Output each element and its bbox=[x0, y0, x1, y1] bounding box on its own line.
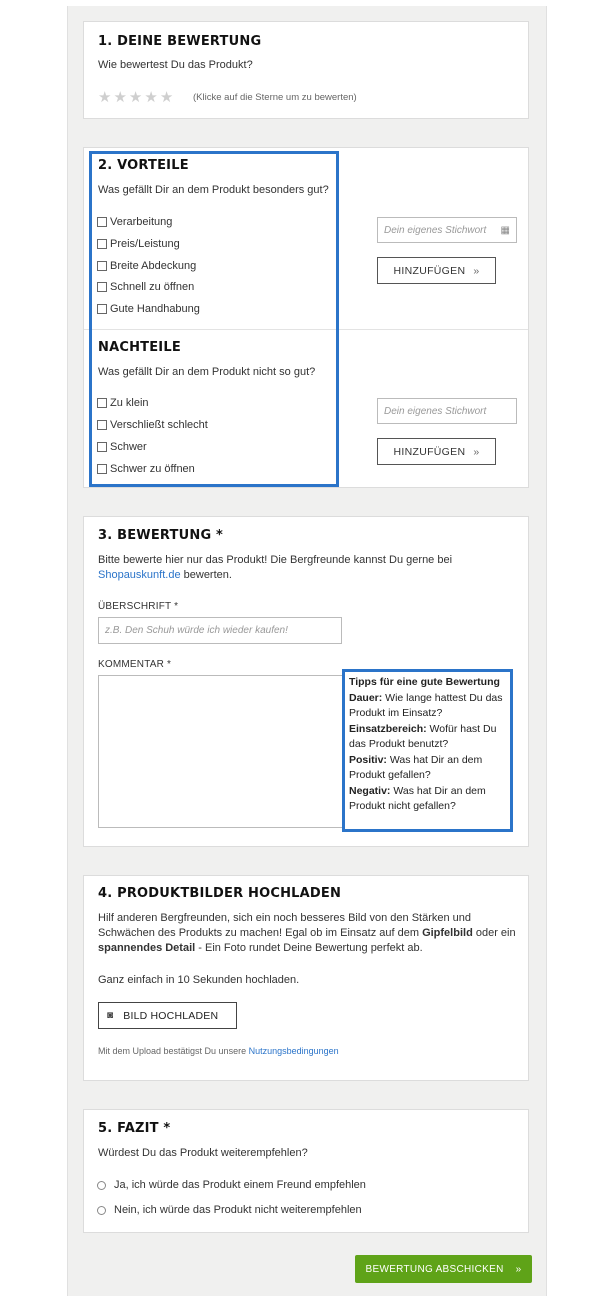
review-form-page bbox=[67, 6, 547, 1296]
comment-textarea[interactable] bbox=[98, 675, 344, 828]
pros-option[interactable]: Schnell zu öffnen bbox=[97, 281, 194, 293]
review-tips: Tipps für eine gute Bewertung Dauer: Wie lange hattest Du das Produkt im Einsatz? Einsatzbereich: Wofür hast Du das Produkt benutzt? Positiv: Was hat Dir an dem Produkt gefallen? Negativ: Was hat Dir an dem Produkt nicht gefallen? bbox=[349, 676, 503, 812]
rating-title: 1. DEINE BEWERTUNG bbox=[98, 34, 262, 49]
headline-label: ÜBERSCHRIFT * bbox=[98, 601, 179, 612]
pros-keyword-input[interactable]: Dein eigenes Stichwort ▦ bbox=[377, 217, 517, 243]
shopauskunft-link[interactable]: Shopauskunft.de bbox=[98, 569, 181, 581]
review-title: 3. BEWERTUNG * bbox=[98, 528, 224, 543]
headline-input[interactable]: z.B. Den Schuh würde ich wieder kaufen! bbox=[98, 617, 342, 644]
image-upload-card bbox=[83, 875, 529, 1081]
chevron-right-icon: » bbox=[473, 445, 480, 458]
star-icon[interactable]: ★ bbox=[98, 89, 112, 106]
star-icon[interactable]: ★ bbox=[113, 89, 127, 106]
comment-label: KOMMENTAR * bbox=[98, 659, 172, 670]
tips-highlight bbox=[342, 669, 513, 832]
cons-question: Was gefällt Dir an dem Produkt nicht so gut? bbox=[98, 366, 316, 378]
pros-option[interactable]: Breite Abdeckung bbox=[97, 260, 196, 272]
chevron-right-icon: » bbox=[473, 264, 480, 277]
star-icon[interactable]: ★ bbox=[128, 89, 143, 106]
rating-question: Wie bewertest Du das Produkt? bbox=[98, 59, 253, 71]
cons-option[interactable]: Zu klein bbox=[97, 397, 149, 409]
pros-title: 2. VORTEILE bbox=[98, 158, 189, 173]
cons-option[interactable]: Verschließt schlecht bbox=[97, 419, 208, 431]
terms-link[interactable]: Nutzungsbedingungen bbox=[248, 1046, 339, 1056]
review-text-card bbox=[83, 516, 529, 847]
pros-add-button[interactable]: HINZUFÜGEN » bbox=[377, 257, 496, 284]
star-icon[interactable]: ★ bbox=[144, 89, 158, 106]
keyboard-icon: ▦ bbox=[500, 224, 510, 236]
camera-icon: ◙ bbox=[107, 1010, 114, 1021]
recommend-yes-option[interactable]: Ja, ich würde das Produkt einem Freund empfehlen bbox=[97, 1179, 366, 1191]
pros-option[interactable]: Gute Handhabung bbox=[97, 303, 200, 315]
cons-title: NACHTEILE bbox=[98, 340, 181, 355]
conclusion-title: 5. FAZIT * bbox=[98, 1121, 171, 1136]
upload-terms: Mit dem Upload bestätigst Du unsere Nutzungsbedingungen bbox=[98, 1046, 339, 1056]
cons-option[interactable]: Schwer zu öffnen bbox=[97, 463, 195, 475]
upload-description: Hilf anderen Bergfreunden, sich ein noch besseres Bild von den Stärken und Schwächen des Produkts zu machen! Egal ob im Einsatz auf dem Gipfelbild oder ein spannendes Detail - Ein Foto rundet Deine Bewertung perfekt ab. bbox=[98, 912, 516, 954]
conclusion-card bbox=[83, 1109, 529, 1233]
upload-image-button[interactable]: ◙ BILD HOCHLADEN bbox=[98, 1002, 237, 1029]
stars-hint: (Klicke auf die Sterne um zu bewerten) bbox=[193, 92, 357, 103]
chevron-right-icon: » bbox=[515, 1263, 522, 1275]
pros-question: Was gefällt Dir an dem Produkt besonders gut? bbox=[98, 184, 329, 196]
recommend-no-option[interactable]: Nein, ich würde das Produkt nicht weiterempfehlen bbox=[97, 1204, 362, 1216]
radio-button[interactable] bbox=[97, 1181, 106, 1190]
conclusion-question: Würdest Du das Produkt weiterempfehlen? bbox=[98, 1147, 308, 1159]
rating-card bbox=[83, 21, 529, 119]
cons-option[interactable]: Schwer bbox=[97, 441, 147, 453]
pros-option[interactable]: Preis/Leistung bbox=[97, 238, 180, 250]
radio-button[interactable] bbox=[97, 1206, 106, 1215]
pros-cons-card bbox=[83, 147, 529, 488]
cons-add-button[interactable]: HINZUFÜGEN » bbox=[377, 438, 496, 465]
upload-quick-text: Ganz einfach in 10 Sekunden hochladen. bbox=[98, 974, 300, 986]
pros-cons-highlight bbox=[89, 151, 339, 487]
upload-title: 4. PRODUKTBILDER HOCHLADEN bbox=[98, 886, 342, 901]
review-intro: Bitte bewerte hier nur das Produkt! Die Bergfreunde kannst Du gerne bei Shopauskunft.de bewerten. bbox=[98, 554, 453, 581]
cons-keyword-input[interactable]: Dein eigenes Stichwort bbox=[377, 398, 517, 424]
pros-option[interactable]: Verarbeitung bbox=[97, 216, 172, 228]
star-rating[interactable] bbox=[98, 90, 173, 105]
submit-review-button[interactable]: BEWERTUNG ABSCHICKEN » bbox=[355, 1255, 532, 1283]
star-icon[interactable]: ★ bbox=[159, 89, 174, 106]
